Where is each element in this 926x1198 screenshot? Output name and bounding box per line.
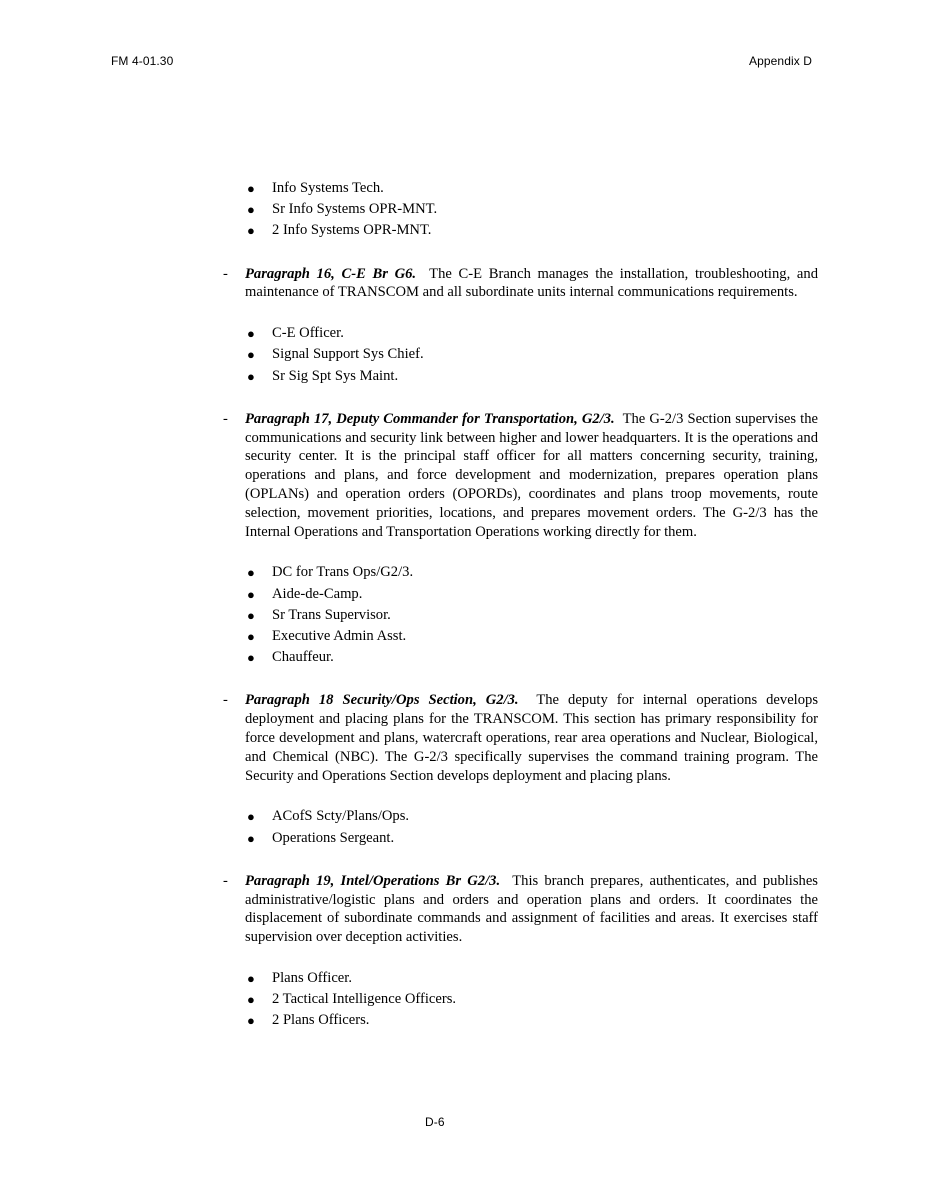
paragraph-body: The C-E Branch manages the installation, troubleshooting, and maintenance of TRANSCOM and all subordinate units internal communications requirements. [245,265,818,301]
list-item-text: Sr Trans Supervisor. [272,606,391,623]
list-item [220,968,818,989]
list-item [220,344,818,365]
bullet-list-c-e [220,323,818,387]
list-item-text: DC for Trans Ops/G2/3. [272,564,414,581]
paragraph-16 [220,265,818,303]
paragraph-body: The deputy for internal operations develops deployment and placing plans for the TRANSCOM. This section has primary responsibility for force development and plans, watercraft operations, rear area operations and Nuclear, Biological, and Chemical (NBC). The G-2/3 specifically supervises the command training program. The Security and Operations Section develops deployment and placing plans. [245,692,818,784]
list-item-text: Chauffeur. [272,649,334,666]
paragraph-lead: Paragraph 18 Security/Ops Section, G2/3. [245,692,519,709]
list-item [220,626,818,647]
dash-marker: - [223,265,228,282]
bullet-icon: ● [247,565,255,581]
page-number: D-6 [425,1115,445,1129]
list-item [220,584,818,605]
list-item-text: Plans Officer. [272,969,352,986]
paragraph-17 [220,410,818,542]
list-item [220,220,818,241]
list-item [220,199,818,220]
bullet-icon: ● [247,809,255,825]
list-item [220,178,818,199]
list-item-text: Aide-de-Camp. [272,585,363,602]
header-publication-id: FM 4-01.30 [111,54,174,68]
list-item [220,1010,818,1031]
list-item [220,366,818,387]
paragraph-lead: Paragraph 16, C-E Br G6. [245,265,417,282]
paragraph-18 [220,691,818,785]
bullet-icon: ● [247,586,255,602]
list-item-text: Sr Info Systems OPR-MNT. [272,201,438,218]
bullet-icon: ● [247,970,255,986]
list-item [220,605,818,626]
bullet-icon: ● [247,347,255,363]
list-item-text: Signal Support Sys Chief. [272,346,424,363]
bullet-icon: ● [247,326,255,342]
list-item [220,323,818,344]
list-item [220,828,818,849]
bullet-icon: ● [247,223,255,239]
bullet-icon: ● [247,1013,255,1029]
list-item-text: ACofS Scty/Plans/Ops. [272,808,410,825]
bullet-icon: ● [247,607,255,623]
bullet-icon: ● [247,992,255,1008]
list-item [220,989,818,1010]
bullet-icon: ● [247,650,255,666]
dash-marker: - [223,872,228,889]
document-body [220,178,818,1032]
bullet-list-info-systems [220,178,818,242]
bullet-list-trans-ops [220,562,818,668]
list-item [220,806,818,827]
bullet-icon: ● [247,830,255,846]
paragraph-lead: Paragraph 17, Deputy Commander for Transportation, G2/3. [245,410,615,427]
list-item-text: 2 Plans Officers. [272,1012,370,1029]
bullet-list-security-ops [220,806,818,848]
bullet-icon: ● [247,629,255,644]
paragraph-lead: Paragraph 19, Intel/Operations Br G2/3. [245,872,501,889]
list-item-text: 2 Tactical Intelligence Officers. [272,991,457,1008]
paragraph-body: This branch prepares, authenticates, and publishes administrative/logistic plans and orders and operation plans and orders. It coordinates the displacement of subordinate commands and assignment of facilities and areas. It exercises staff supervision over deception activities. [245,872,818,946]
list-item [220,647,818,668]
paragraph-body: The G-2/3 Section supervises the communications and security link between higher and lower headquarters. It is the operations and security center. It is the principal staff officer for all matters concerning security, training, operations and plans, and force development and modernization, prepares operation plans (OPLANs) and operation orders (OPORDs), coordinates and plans troop movements, route selection, movement priorities, locations, and prepares movement orders. The G-2/3 has the Internal Operations and Transportation Operations working directly for them. [245,410,818,540]
list-item [220,562,818,583]
bullet-list-intel-ops [220,968,818,1032]
header-section-title: Appendix D [749,54,813,68]
dash-marker: - [223,410,228,427]
bullet-icon: ● [247,181,255,196]
dash-marker: - [223,692,228,709]
bullet-icon: ● [247,368,255,384]
list-item-text: C-E Officer. [272,325,344,342]
list-item-text: Info Systems Tech. [272,180,384,196]
list-item-text: Executive Admin Asst. [272,628,407,644]
list-item-text: Sr Sig Spt Sys Maint. [272,367,399,384]
list-item-text: 2 Info Systems OPR-MNT. [272,222,432,239]
list-item-text: Operations Sergeant. [272,829,395,846]
bullet-icon: ● [247,202,255,218]
paragraph-19 [220,872,818,947]
